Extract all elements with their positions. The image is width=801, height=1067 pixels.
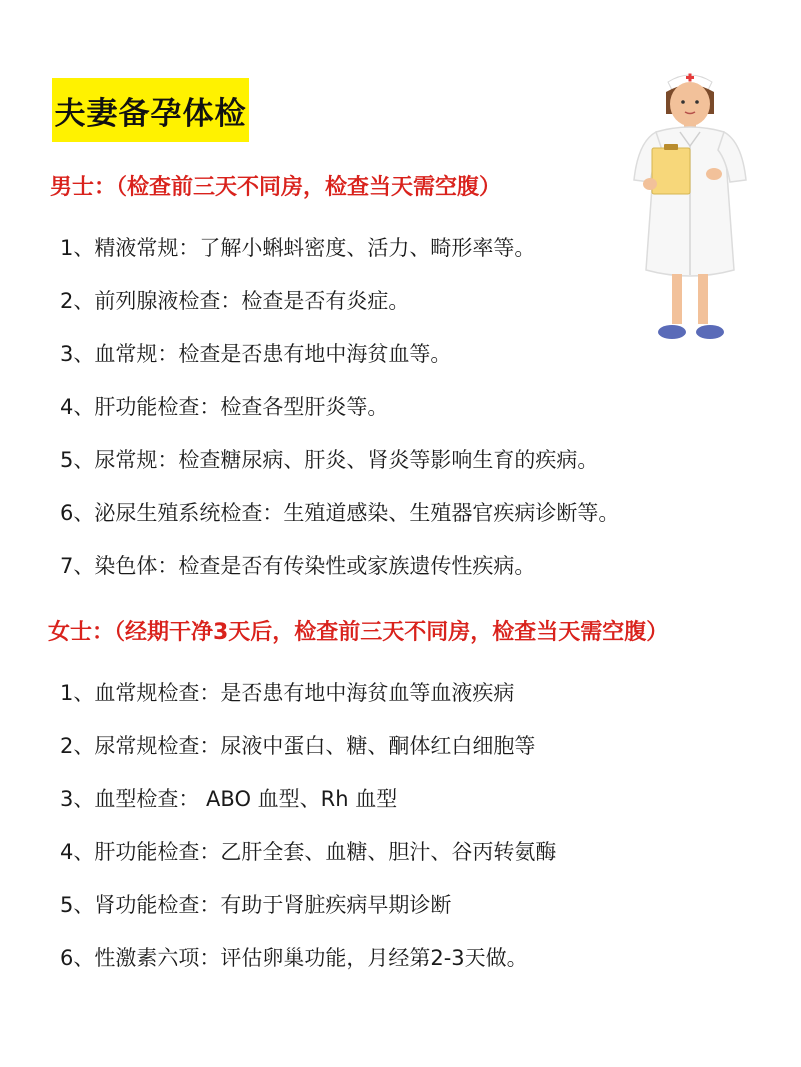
- list-item: 4、肝功能检查：乙肝全套、血糖、胆汁、谷丙转氨酶: [60, 840, 557, 864]
- list-item: 4、肝功能检查：检查各型肝炎等。: [60, 395, 389, 419]
- list-item: 1、血常规检查：是否患有地中海贫血等血液疾病: [60, 681, 515, 705]
- list-item: 6、泌尿生殖系统检查：生殖道感染、生殖器官疾病诊断等。: [60, 501, 620, 525]
- list-item: 7、染色体：检查是否有传染性或家族遗传性疾病。: [60, 554, 536, 578]
- list-item: 1、精液常规：了解小蝌蚪密度、活力、畸形率等。: [60, 236, 536, 260]
- page-title-highlight: [52, 78, 249, 142]
- list-item: 5、肾功能检查：有助于肾脏疾病早期诊断: [60, 893, 452, 917]
- male-check-list: [60, 222, 619, 593]
- list-item: 3、血常规：检查是否患有地中海贫血等。: [60, 342, 452, 366]
- page-title: 夫妻备孕体检: [54, 95, 247, 132]
- female-section-header: 女士：（经期干净3天后，检查前三天不同房，检查当天需空腹）: [48, 620, 669, 645]
- list-item: 5、尿常规：检查糖尿病、肝炎、肾炎等影响生育的疾病。: [60, 448, 599, 472]
- female-check-list: [60, 667, 556, 985]
- list-item: 2、前列腺液检查：检查是否有炎症。: [60, 289, 410, 313]
- male-section-header: 男士：（检查前三天不同房，检查当天需空腹）: [50, 175, 502, 200]
- nurse-icon: [628, 70, 752, 348]
- list-item: 3、血型检查： ABO 血型、Rh 血型: [60, 787, 398, 811]
- list-item: 2、尿常规检查：尿液中蛋白、糖、酮体红白细胞等: [60, 734, 536, 758]
- list-item: 6、性激素六项：评估卵巢功能，月经第2-3天做。: [60, 946, 528, 970]
